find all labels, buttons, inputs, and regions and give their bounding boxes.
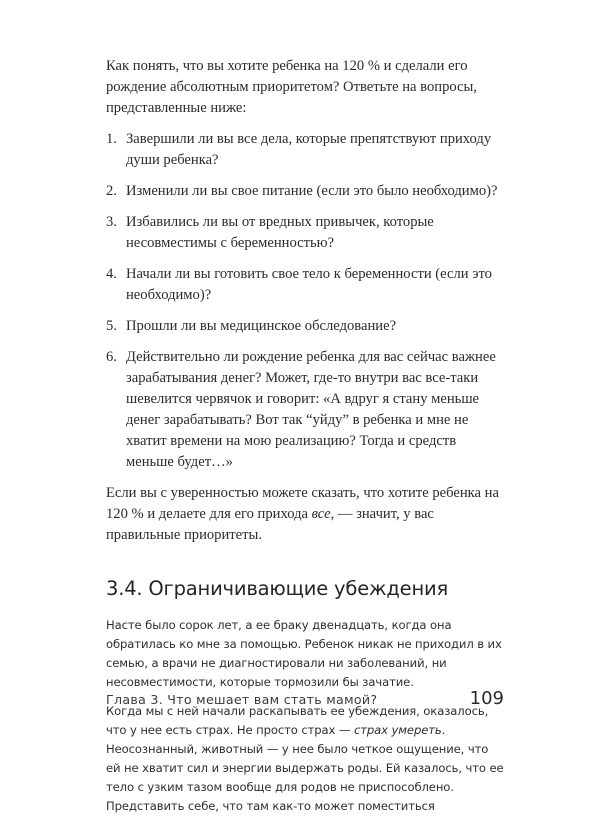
conclusion-text-after: , — значит, у вас правильные приоритеты.: [106, 506, 434, 543]
list-item-number: 5.: [106, 318, 117, 334]
question-list: [106, 129, 504, 473]
conclusion-emphasis: все: [311, 506, 331, 522]
list-item-number: 4.: [106, 266, 117, 282]
list-item-number: 3.: [106, 214, 117, 230]
paragraph-text-after: . Неосознанный, животный — у нее было четкое ощущение, что ей не хватит сил и энергии выдержать роды. Ей казалось, что ее тело с узким тазом вообще для родов не приспособлено. Представить себе, что там как-то может поместиться: [106, 723, 504, 813]
body-paragraph-1: Насте было сорок лет, а ее браку двенадцать, когда она обратилась ко мне за помощью. Ребенок никак не приходил в их семью, а врачи не диагностировали ни заболеваний, ни несовместимости, которые тормозили бы зачатие.: [106, 618, 502, 689]
page-number: 109: [469, 688, 504, 709]
list-item-number: 1.: [106, 131, 117, 147]
section-heading: 3.4. Ограничивающие убеждения: [106, 577, 449, 600]
list-item-text: Действительно ли рождение ребенка для вас сейчас важнее зарабатывания денег? Может, где-то внутри вас все-таки шевелится червячок и говорит: «А вдруг я стану меньше денег зарабатывать? Вот так “уйду” в ребенка и мне не хватит времени на мою реализацию? Тогда и средств меньше будет…»: [126, 349, 496, 470]
body-paragraph-2: [106, 702, 504, 816]
list-item: [106, 129, 504, 171]
list-item: [106, 347, 504, 473]
paragraph-emphasis: страх умереть: [353, 723, 442, 737]
page-footer: [106, 688, 504, 709]
list-item-text: Избавились ли вы от вредных привычек, которые несовместимы с беременностью?: [126, 214, 434, 251]
list-item-text: Прошли ли вы медицинское обследование?: [126, 318, 397, 334]
running-footer-chapter: Глава 3. Что мешает вам стать мамой?: [106, 692, 378, 707]
list-item-text: Изменили ли вы свое питание (если это было необходимо)?: [126, 183, 498, 199]
list-item: [106, 264, 504, 306]
list-item-text: Завершили ли вы все дела, которые препятствуют приходу души ребенка?: [126, 131, 492, 168]
conclusion-paragraph: [106, 483, 504, 546]
list-item-number: 2.: [106, 183, 117, 199]
list-item: [106, 212, 504, 254]
paragraph-text-before: Когда мы с ней начали раскапывать ее убеждения, оказалось, что у нее есть страх. Не просто страх —: [106, 704, 489, 737]
conclusion-text-before: Если вы с уверенностью можете сказать, что хотите ребенка на 120 % и делаете для его прихода: [106, 485, 499, 522]
list-item: [106, 181, 504, 202]
list-item-number: 6.: [106, 349, 117, 365]
list-item: [106, 316, 504, 337]
list-item-text: Начали ли вы готовить свое тело к беременности (если это необходимо)?: [126, 266, 492, 303]
intro-paragraph: Как понять, что вы хотите ребенка на 120 % и сделали его рождение абсолютным приоритетом? Ответьте на вопросы, представленные ниже:: [106, 58, 477, 116]
